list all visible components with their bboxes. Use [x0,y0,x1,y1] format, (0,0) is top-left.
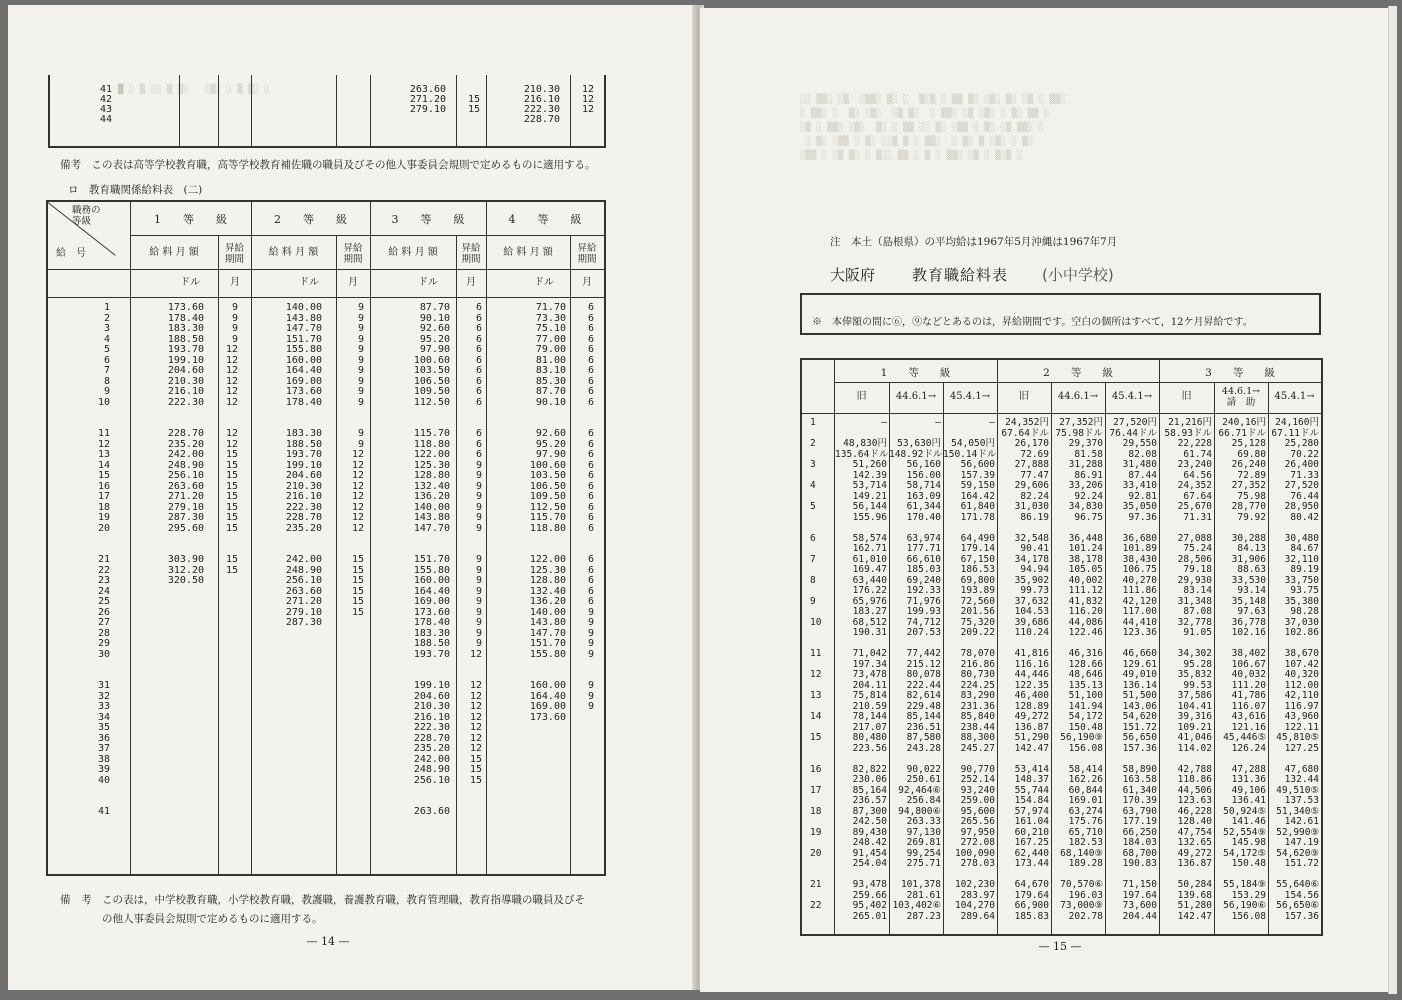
pay-header-2: 給 料 月 額 [268,247,319,258]
sub-old-2: 旧 [1019,391,1029,402]
osaka-g2-4541-column: 27,520円 76.44ドル 29,550 82.08 31,480 87.44 33,410 92.81 35,050 97.36 36,680 101.89 38,430 106.75 40,270 111.86 42,120 117.00 44,410 123.36 46,660 129.61 49,010 136.14 51,500 143.06 54,620 151.72 56,650 157.36 58,890 163.58 61,340 170.39 63,790 177.19 66,250 184.03 68,700 190.83 71,150 197.64 73,600 204.44 [1109,417,1157,922]
note-high-school: 備考 この表は高等学校教育職，高等学校教育補佐職の職員及びその他人事委員会規則で定めるものに適用する。 [60,159,596,171]
osaka-g3-old-column: 21,216円 58.93ドル 22,228 61.74 23,240 64.56 24,352 67.64 25,670 71.31 27,088 75.24 28,506 79.18 29,930 83.14 31,348 87.08 32,778 91.05 34,302 95.28 35,832 99.53 37,586 104.41 39,316 109.21 41,046 114.02 42,788 118.86 44,506 123.63 46,228 128.40 47,754 132.65 49,272 136.87 50,284 139.68 51,280 142.47 [1164,417,1212,922]
grade-1-header: 1 等 級 [154,213,227,226]
sub-4541-1: 45.4.1→ [949,391,991,402]
corner-header-top: 職務の 等級 [72,205,101,227]
bleed-through-right: ░░ ▒▒░ ░▒ ░▒▒░ ▒░ ░ ▒░▒ ░ ▒▒ ▒░ ░▒░ ▒░ ░▒ ░ ▒▒░ ░ ▒▒░ ░ ▒░ ░▒░ ░▒ ▒░ ░ ▒▒░ ░▒ ░▒░ ░ ▒░ ▒▒ ░ ░▒ ░ ▒▒░ ░▒░ ▒░ ░ ▒▒ ░░ ▒░ ░▒▒ ░ ▒░ ░▒ ▒▒░ ░ ░ ▒░ ░▒▒ ░ ▒░ ░░▒ ▒ ░ ▒▒░ ░ ▒░ ▒ ░▒░ ░ ▒░ ░▒▒ ░ ░▒ ▒░ ░ ▒░░ ▒▒ ░ ▒ ░ ▒▒░ ░▒ ░ ▒░▒ ░ [800,95,1066,161]
osaka-g1-4461-column: — 53,630円 148.92ドル 56,160 156.00 58,714 163.09 61,344 170.40 63,974 177.71 66,610 185.03 69,240 192.33 71,976 199.93 74,712 207.53 77,442 215.12 80,078 222.44 82,614 229.48 85,144 236.51 87,580 243.28 90,022 250.61 92,464⑥ 256.84 94,800⑥ 263.33 97,130 269.81 99,254 275.71 101,378 281.61 103,402⑥ 287.23 [889,417,943,922]
sub-4541-2: 45.4.1→ [1111,391,1153,402]
sub-4461-3: 44.6.1→ 請 助 [1221,386,1261,408]
period-header-3: 昇給 期間 [461,243,481,265]
pay-header-3: 給 料 月 額 [388,247,438,258]
grade-4-pay-column: 71.70 73.30 75.10 77.00 79.00 81.00 83.10 85.30 87.70 90.10 92.60 95.20 97.90 100.60 103.50 106.50 109.50 112.50 115.70 118.80 122.00 125.30 128.80 132.40 136.20 140.00 143.80 147.70 151.70 155.80 160.00 164.40 169.00 173.60 [529,302,566,723]
table-title: ロ 教育職関係給料表 (二) [68,184,203,196]
grade-4-period-column: 6 6 6 6 6 6 6 6 6 6 6 6 6 6 6 6 6 6 6 6 6 6 6 6 6 9 9 9 9 9 9 9 9 [587,302,594,712]
grade-2-period-column: 9 9 9 9 9 9 9 9 9 9 9 9 12 12 12 12 12 12 12 12 15 15 15 15 15 15 [351,302,364,618]
top-pay-41: 263.60 [409,84,446,95]
period-header-4: 昇給 期間 [577,243,597,265]
note-box [800,293,1321,335]
sub-4461-1: 44.6.1→ [895,391,937,402]
grade-1-period-column: 9 9 9 9 12 12 12 12 12 12 12 12 15 15 15 15 15 15 15 15 15 15 [225,302,238,576]
sub-4461-2: 44.6.1→ [1057,391,1099,402]
sub-old-1: 旧 [856,391,867,402]
pay-header-4: 給 料 月 額 [503,247,553,258]
grade-2-pay-column: 140.00 143.80 147.70 151.70 155.80 160.00 164.40 169.00 173.60 178.40 183.30 188.50 193.70 199.10 204.60 210.30 216.10 222.30 228.70 235.20 242.00 248.90 256.10 263.60 271.20 279.10 287.30 [285,302,322,628]
note-middle-school: 備 考 この表は，中学校教育職，小学校教育職，教護職，養護教育職，教育管理職，教育指導職の職員及びそ の他人事委員会規則で定めるものに適用する。 [60,894,585,925]
top-pay-42: 271.20 [409,94,446,105]
osaka-g3-4541-column: 24,160円 67.11ドル 25,280 70.22 26,400 71.33 27,520 76.44 28,950 80.42 30,480 84.67 32,110 89.19 33,750 93.75 35,380 98.28 37,030 102.86 38,670 107.42 40,320 112.00 42,110 116.97 43,960 122.11 45,810⑤ 127.25 47,680 132.44 49,510⑤ 137.53 51,340⑤ 142.61 52,990⑨ 147.19 54,620⑨ 151.72 55,640⑥ 154.56 56,650⑥ 157.36 [1271,417,1319,922]
top-step-44: 44 [99,114,112,125]
osaka-grade-2: 2 等 級 [1043,367,1113,379]
unit-month-1: 月 [230,277,240,288]
right-page [700,8,1390,992]
pay-header-1: 給 料 月 額 [149,247,199,258]
top-period-42: 15 [467,94,480,105]
title-prefecture: 大阪府 [830,266,876,284]
top-period4-41: 12 [581,84,594,95]
sub-old-3: 旧 [1181,391,1192,402]
top-pay4-42: 216.10 [523,94,560,105]
unit-month-2: 月 [348,277,358,288]
osaka-g1-old-column: — 48,830円 135.64ドル 51,260 142.39 53,714 149.21 56,144 155.96 58,574 162.71 61,010 169.47 63,440 176.22 65,976 183.27 68,512 190.31 71,042 197.34 73,478 204.11 75,814 210.59 78,144 217.07 80,480 223.56 82,822 230.06 85,164 236.57 87,300 242.50 89,430 248.42 91,454 254.04 93,478 259.66 95,402 265.01 [835,417,889,922]
unit-dollar-3: ドル [418,277,438,288]
top-step-43: 43 [99,104,112,115]
grade-3-period-column: 6 6 6 6 6 6 6 6 6 6 6 6 6 9 9 9 9 9 9 9 9 9 9 9 9 9 9 9 9 12 12 12 12 12 12 12 12 15 15 15 [469,302,482,786]
osaka-grade-1: 1 等 級 [880,367,951,379]
title-sub: (小中学校) [1042,266,1114,284]
note-box-text: ※ 本俸額の間に⑥，⑨などとあるのは，昇給期間です。空白の個所はすべて，12ケ月昇給です。 [812,317,1253,328]
page-number-15: — 15 — [1038,940,1082,953]
unit-month-4: 月 [582,277,592,288]
title-main: 教育職給料表 [912,266,1009,284]
unit-dollar-4: ドル [534,277,554,288]
unit-dollar-1: ドル [180,277,200,288]
top-step-42: 42 [99,94,112,105]
corner-header-bottom: 給 号 [56,248,86,259]
step-column: 1 2 3 4 5 6 7 8 9 10 11 12 13 14 15 16 17 18 19 20 21 22 23 24 25 26 27 28 29 30 31 32 33 34 35 36 37 38 39 40 41 [97,302,110,817]
period-header-2: 昇給 期間 [343,243,363,265]
grade-4-header: 4 等 級 [508,213,582,226]
osaka-step-column: 1 2 3 4 5 6 7 8 9 10 11 12 13 14 15 16 17 18 19 20 21 22 [810,417,822,911]
top-pay4-41: 210.30 [523,84,560,95]
page-edge [1388,6,1397,994]
bleed-through: █ ░ ▒ ░░ ▒ ▒░ ░▒░ ░ ▒ ▒░ ░ [118,85,270,95]
grade-2-header: 2 等 級 [274,213,347,226]
sub-4541-3: 45.4.1→ [1274,391,1315,402]
page-number-14: — 14 — [306,935,350,948]
grade-3-pay-column: 87.70 90.10 92.60 95.20 97.90 100.60 103.50 106.50 109.50 112.50 115.70 118.80 122.00 125.30 128.80 132.40 136.20 140.00 143.80 147.70 151.70 155.80 160.00 164.40 169.00 173.60 178.40 183.30 188.50 193.70 199.10 204.60 210.30 216.10 222.30 228.70 235.20 242.00 248.90 256.10 263.60 [413,302,450,817]
osaka-grade-3: 3 等 級 [1205,367,1275,379]
top-pay4-43: 222.30 [523,104,560,115]
period-header-1: 昇給 期間 [224,243,244,265]
top-period4-42: 12 [581,94,594,105]
osaka-g3-4461-column: 240,16円 66.71ドル 25,128 69.80 26,240 72.89 27,352 75.98 28,770 79.92 30,288 84.13 31,906 88.63 33,530 93.14 35,148 97.63 36,778 102.16 38,402 106.67 40,032 111.20 41,786 116.07 43,616 121.16 45,446⑤ 126.24 47,288 131.36 49,106 136.41 50,924⑤ 141.46 52,554⑨ 145.98 54,172⑤ 150.48 55,184⑨ 153.29 56,190⑥ 156.08 [1218,417,1266,922]
osaka-g2-4461-column: 27,352円 75.98ドル 29,370 81.58 31,288 86.91 33,206 92.24 34,830 96.75 36,448 101.24 38,178 105.05 40,002 111.12 41,832 116.20 44,086 122.46 46,316 128.66 48,646 135.13 51,100 141.94 54,172 150.48 56,190⑨ 156.08 58,414 162.26 60,844 169.01 63,274 175.76 65,710 182.53 68,140⑨ 189.28 70,570⑥ 196.03 73,000⑨ 202.78 [1055,417,1103,922]
top-step-41: 41 [99,84,112,95]
top-pay-43: 279.10 [409,104,446,115]
left-page [8,5,694,990]
unit-month-3: 月 [466,277,476,288]
top-period-43: 15 [467,104,480,115]
unit-dollar-2: ドル [299,277,319,288]
osaka-g1-4541-column: — 54,050円 150.14ドル 56,600 157.39 59,150 164.42 61,840 171.78 64,490 179.14 67,150 186.53 69,800 193.89 72,560 201.56 75,320 209.22 78,070 216.86 80,730 224.25 83,290 231.36 85,840 238.44 88,300 245.27 90,770 252.14 93,240 259.00 95,600 265.56 97,950 272.08 100,090 278.03 102,230 283.97 104,270 289.64 [943,417,997,922]
grade-1-pay-column: 173.60 178.40 183.30 188.50 193.70 199.10 204.60 210.30 216.10 222.30 228.70 235.20 242.00 248.90 256.10 263.60 271.20 279.10 287.30 295.60 303.90 312.20 320.50 [167,302,204,586]
osaka-g2-old-column: 24,352円 67.64ドル 26,170 72.69 27,888 77.47 29,606 82.24 31,030 86.19 32,548 90.41 34,178 94.94 35,902 99.73 37,632 104.53 39,686 110.24 41,816 116.16 44,446 122.35 46,400 128.89 49,272 136.87 51,290 142.47 53,414 148.37 55,744 154.84 57,974 161.04 60,210 167.25 62,440 173.44 64,670 179.64 66,900 185.83 [1001,417,1049,922]
grade-3-header: 3 等 級 [391,213,465,226]
note-average: 注 本土（島根県）の平均給は1967年5月沖縄は1967年7月 [830,236,1118,248]
top-period4-43: 12 [581,104,594,115]
top-pay4-44: 228.70 [523,114,560,125]
